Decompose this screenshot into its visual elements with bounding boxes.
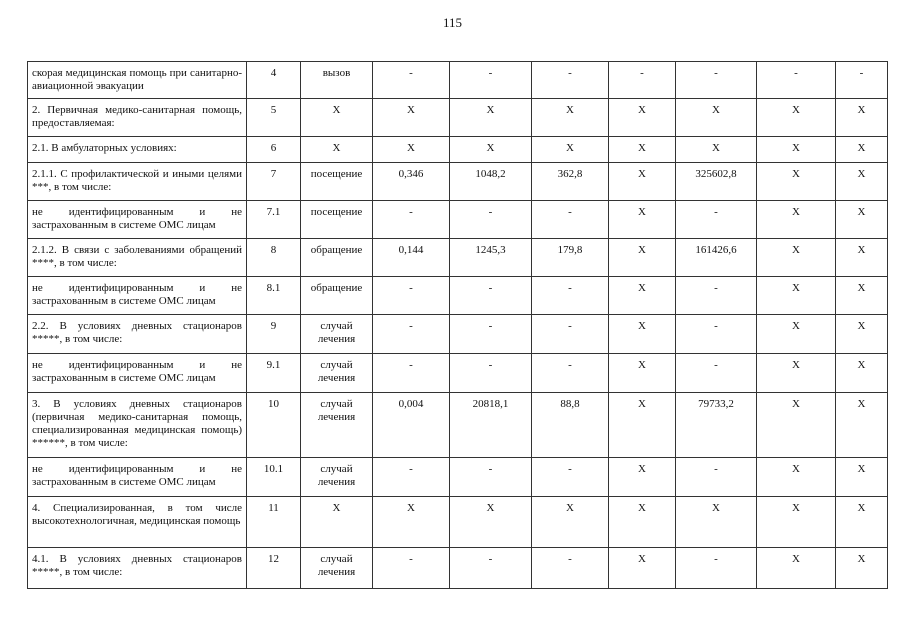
value-cell: X: [836, 315, 888, 354]
value-cell: -: [532, 548, 609, 589]
value-cell: X: [836, 99, 888, 137]
value-cell: -: [532, 354, 609, 393]
value-cell: -: [676, 315, 757, 354]
value-cell: 1245,3: [450, 239, 532, 277]
row-unit-cell: посещение: [301, 201, 373, 239]
row-name-cell: 2. Первичная медико-санитарная помощь, предоставляемая:: [28, 99, 247, 137]
value-cell: X: [836, 201, 888, 239]
value-cell: X: [450, 137, 532, 163]
row-number-cell: 12: [247, 548, 301, 589]
value-cell: -: [373, 548, 450, 589]
value-cell: -: [532, 458, 609, 497]
value-cell: 179,8: [532, 239, 609, 277]
table-row: [28, 354, 888, 393]
row-name-cell: не идентифицированным и не застрахованным в системе ОМС лицам: [28, 201, 247, 239]
value-cell: X: [609, 201, 676, 239]
value-cell: X: [609, 137, 676, 163]
value-cell: -: [450, 201, 532, 239]
table-row: [28, 458, 888, 497]
table-row: [28, 201, 888, 239]
value-cell: -: [757, 62, 836, 99]
table-row: [28, 277, 888, 315]
row-unit-cell: обращение: [301, 239, 373, 277]
table-row: [28, 393, 888, 458]
value-cell: -: [676, 548, 757, 589]
value-cell: -: [836, 62, 888, 99]
row-name-cell: 4.1. В условиях дневных стационаров *****, в том числе:: [28, 548, 247, 589]
value-cell: X: [757, 315, 836, 354]
value-cell: X: [609, 458, 676, 497]
row-number-cell: 7.1: [247, 201, 301, 239]
value-cell: 0,004: [373, 393, 450, 458]
row-unit-cell: X: [301, 99, 373, 137]
row-name-cell: 2.1. В амбулаторных условиях:: [28, 137, 247, 163]
value-cell: -: [373, 277, 450, 315]
row-number-cell: 8.1: [247, 277, 301, 315]
row-unit-cell: X: [301, 497, 373, 548]
value-cell: X: [836, 497, 888, 548]
value-cell: X: [676, 497, 757, 548]
value-cell: X: [757, 201, 836, 239]
value-cell: 1048,2: [450, 163, 532, 201]
row-name-cell: 2.1.1. С профилактической и иными целями ***, в том числе:: [28, 163, 247, 201]
value-cell: X: [836, 137, 888, 163]
row-unit-cell: посещение: [301, 163, 373, 201]
row-unit-cell: случай лечения: [301, 393, 373, 458]
value-cell: X: [757, 137, 836, 163]
value-cell: X: [609, 315, 676, 354]
value-cell: X: [609, 239, 676, 277]
value-cell: X: [757, 99, 836, 137]
value-cell: X: [836, 458, 888, 497]
value-cell: -: [450, 458, 532, 497]
value-cell: X: [757, 497, 836, 548]
value-cell: -: [450, 62, 532, 99]
table-row: [28, 99, 888, 137]
value-cell: 325602,8: [676, 163, 757, 201]
value-cell: 0,346: [373, 163, 450, 201]
value-cell: X: [609, 497, 676, 548]
value-cell: X: [676, 99, 757, 137]
value-cell: -: [676, 458, 757, 497]
value-cell: X: [757, 458, 836, 497]
value-cell: X: [532, 137, 609, 163]
table-row: [28, 239, 888, 277]
row-number-cell: 8: [247, 239, 301, 277]
value-cell: X: [836, 393, 888, 458]
value-cell: X: [757, 354, 836, 393]
value-cell: X: [532, 497, 609, 548]
value-cell: -: [532, 62, 609, 99]
value-cell: X: [757, 163, 836, 201]
value-cell: X: [609, 354, 676, 393]
row-unit-cell: случай лечения: [301, 458, 373, 497]
value-cell: -: [373, 201, 450, 239]
value-cell: X: [450, 99, 532, 137]
value-cell: X: [836, 354, 888, 393]
row-name-cell: 3. В условиях дневных стационаров (первичная медико-санитарная помощь, специализированная медицинская помощь) ******, в том числе:: [28, 393, 247, 458]
row-unit-cell: случай лечения: [301, 354, 373, 393]
value-cell: 0,144: [373, 239, 450, 277]
value-cell: -: [373, 354, 450, 393]
value-cell: 88,8: [532, 393, 609, 458]
row-name-cell: 2.1.2. В связи с заболеваниями обращений ****, в том числе:: [28, 239, 247, 277]
table-row: [28, 62, 888, 99]
value-cell: 20818,1: [450, 393, 532, 458]
value-cell: -: [532, 201, 609, 239]
table-row: [28, 163, 888, 201]
value-cell: X: [609, 393, 676, 458]
row-number-cell: 4: [247, 62, 301, 99]
value-cell: -: [373, 315, 450, 354]
value-cell: X: [609, 99, 676, 137]
value-cell: X: [373, 497, 450, 548]
row-number-cell: 9: [247, 315, 301, 354]
value-cell: -: [532, 315, 609, 354]
row-number-cell: 10.1: [247, 458, 301, 497]
value-cell: X: [609, 163, 676, 201]
row-number-cell: 7: [247, 163, 301, 201]
value-cell: -: [450, 315, 532, 354]
row-unit-cell: случай лечения: [301, 315, 373, 354]
table-row: [28, 497, 888, 548]
value-cell: X: [757, 548, 836, 589]
value-cell: X: [676, 137, 757, 163]
row-unit-cell: X: [301, 137, 373, 163]
value-cell: X: [836, 277, 888, 315]
row-name-cell: 4. Специализированная, в том числе высокотехнологичная, медицинская помощь: [28, 497, 247, 548]
row-name-cell: скорая медицинская помощь при санитарно-авиационной эвакуации: [28, 62, 247, 99]
table-row: [28, 315, 888, 354]
value-cell: -: [450, 548, 532, 589]
value-cell: X: [609, 548, 676, 589]
row-name-cell: не идентифицированным и не застрахованным в системе ОМС лицам: [28, 277, 247, 315]
row-unit-cell: случай лечения: [301, 548, 373, 589]
row-unit-cell: обращение: [301, 277, 373, 315]
value-cell: X: [373, 99, 450, 137]
value-cell: -: [373, 62, 450, 99]
value-cell: X: [757, 277, 836, 315]
value-cell: 161426,6: [676, 239, 757, 277]
value-cell: -: [609, 62, 676, 99]
row-name-cell: 2.2. В условиях дневных стационаров *****, в том числе:: [28, 315, 247, 354]
row-number-cell: 6: [247, 137, 301, 163]
page-number: 115: [442, 15, 463, 30]
value-cell: X: [450, 497, 532, 548]
row-name-cell: не идентифицированным и не застрахованным в системе ОМС лицам: [28, 354, 247, 393]
value-cell: X: [757, 239, 836, 277]
value-cell: X: [836, 239, 888, 277]
value-cell: 79733,2: [676, 393, 757, 458]
table-row: [28, 137, 888, 163]
row-name-cell: не идентифицированным и не застрахованным в системе ОМС лицам: [28, 458, 247, 497]
value-cell: -: [676, 277, 757, 315]
value-cell: X: [532, 99, 609, 137]
data-table: [27, 61, 888, 589]
row-unit-cell: вызов: [301, 62, 373, 99]
row-number-cell: 9.1: [247, 354, 301, 393]
value-cell: X: [836, 548, 888, 589]
value-cell: -: [450, 354, 532, 393]
value-cell: X: [609, 277, 676, 315]
value-cell: -: [373, 458, 450, 497]
value-cell: -: [676, 354, 757, 393]
table-row: [28, 548, 888, 589]
value-cell: 362,8: [532, 163, 609, 201]
row-number-cell: 10: [247, 393, 301, 458]
row-number-cell: 11: [247, 497, 301, 548]
value-cell: X: [836, 163, 888, 201]
value-cell: -: [450, 277, 532, 315]
row-number-cell: 5: [247, 99, 301, 137]
value-cell: X: [373, 137, 450, 163]
value-cell: X: [757, 393, 836, 458]
value-cell: -: [532, 277, 609, 315]
value-cell: -: [676, 62, 757, 99]
value-cell: -: [676, 201, 757, 239]
